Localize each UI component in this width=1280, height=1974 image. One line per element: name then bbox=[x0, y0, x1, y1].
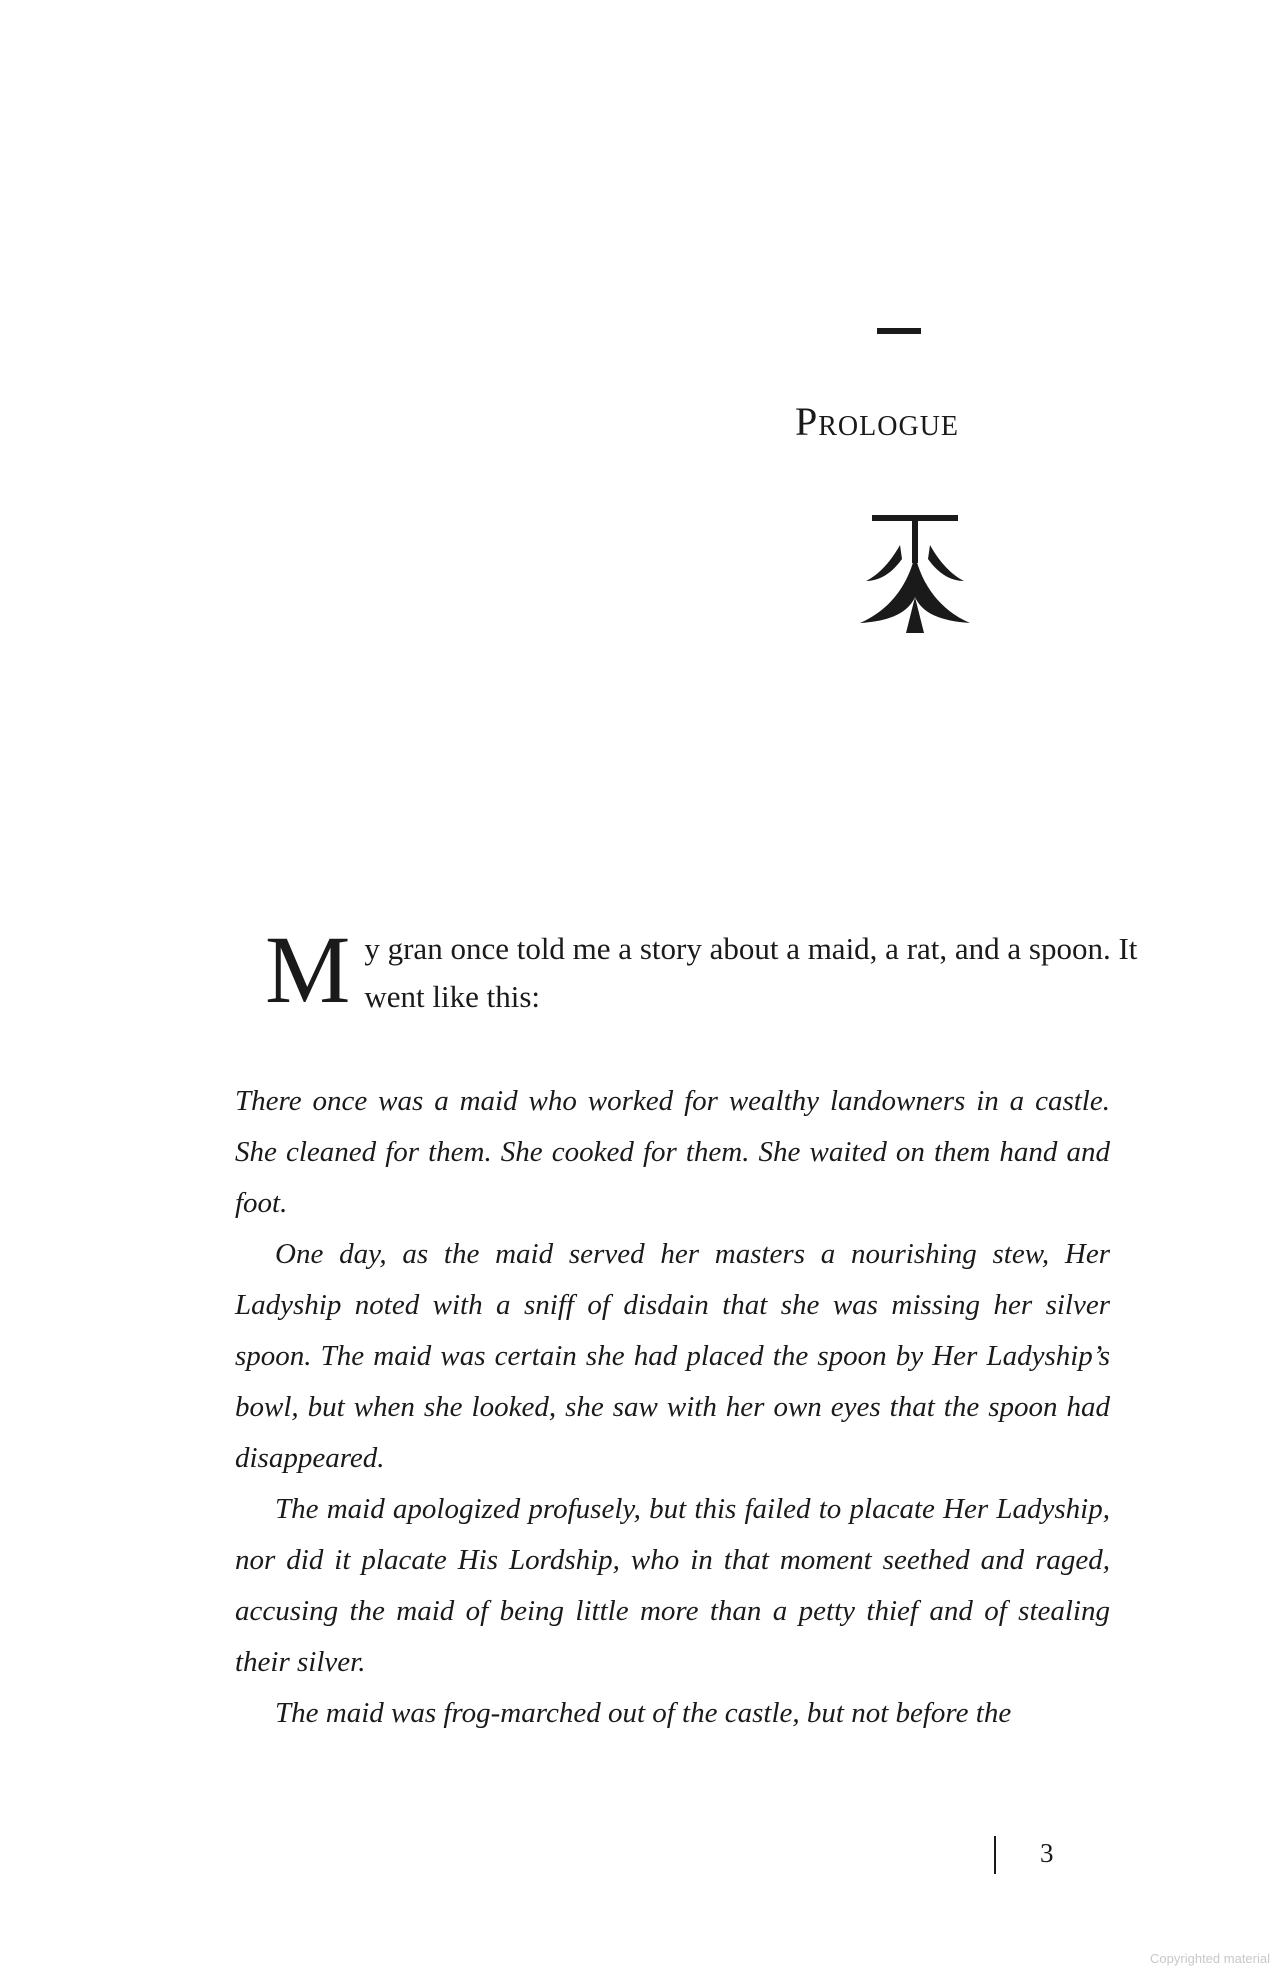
chapter-top-rule bbox=[877, 328, 921, 334]
page-number: 3 bbox=[1040, 1838, 1054, 1868]
copyright-watermark: Copyrighted material bbox=[1150, 1951, 1270, 1966]
story-paragraph: One day, as the maid served her masters a nourishing stew, Her Ladyship noted with a sniff of disdain that she was missing her silver spoon. The maid was certain she had placed the spoon by Her Ladyship’s bowl, but when she looked, she saw with her own eyes that the spoon had disappeared. bbox=[235, 1238, 1110, 1474]
story-paragraph: The maid apologized profusely, but this failed to placate Her Ladyship, nor did it placate His Lordship, who in that moment seethed and raged, accusing the maid of being little more than a petty thief and of stealing their silver. bbox=[235, 1493, 1110, 1678]
opening-paragraph bbox=[265, 916, 1145, 1023]
story-text bbox=[235, 1076, 1110, 1739]
story-paragraph: The maid was frog-marched out of the castle, but not before the bbox=[275, 1697, 1012, 1729]
opening-text: y gran once told me a story about a maid, a rat, and a spoon. It went like this: bbox=[364, 931, 1138, 1014]
drop-cap: M bbox=[265, 916, 351, 1023]
fleuron-ornament-icon bbox=[860, 515, 970, 633]
story-paragraph: There once was a maid who worked for wealthy landowners in a castle. She cleaned for them. She cooked for them. She waited on them hand and foot. bbox=[235, 1085, 1110, 1219]
folio-rule bbox=[994, 1836, 996, 1874]
chapter-title: Prologue bbox=[795, 399, 960, 444]
